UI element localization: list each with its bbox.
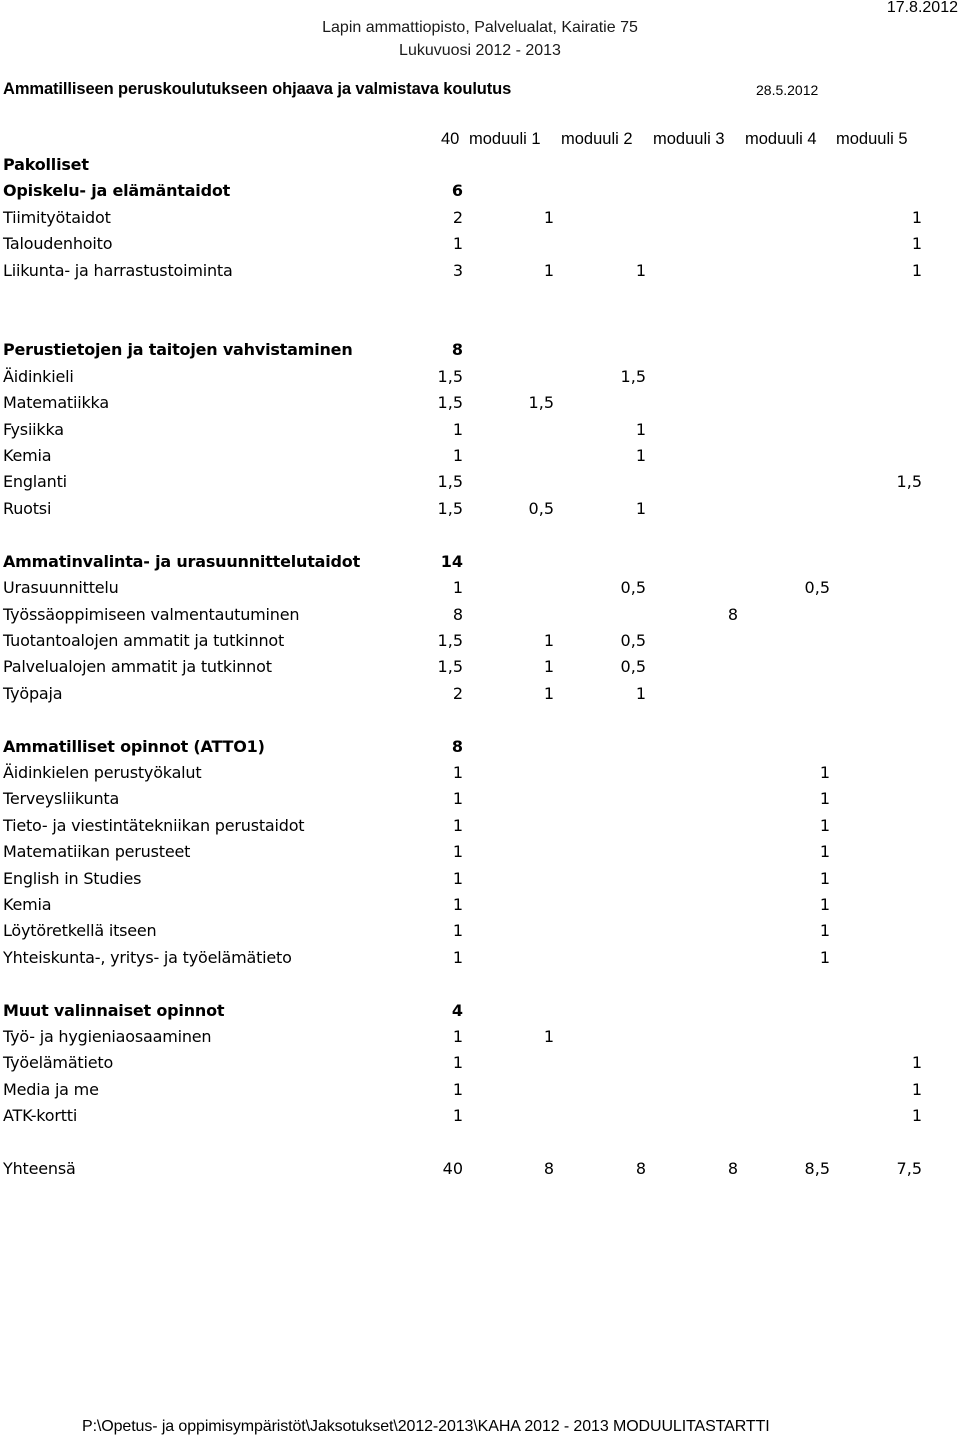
table-row	[0, 1103, 960, 1129]
table-row	[0, 918, 960, 944]
row-label: Taloudenhoito	[3, 234, 113, 253]
table-row	[0, 469, 960, 495]
print-date: 17.8.2012	[886, 0, 958, 16]
cell-total: 8	[452, 605, 463, 624]
cell-total: 1	[452, 1027, 463, 1046]
cell-moduuli-2: 1	[635, 684, 646, 703]
cell-moduuli-2: 0,5	[620, 657, 646, 676]
row-label: Tuotantoalojen ammatit ja tutkinnot	[3, 631, 285, 650]
row-label: Löytöretkellä itseen	[3, 921, 157, 940]
cell-moduuli-1: 1	[543, 684, 554, 703]
table-row	[0, 786, 960, 812]
row-label: Työ- ja hygieniaosaaminen	[3, 1027, 212, 1046]
row-label: Palvelualojen ammatit ja tutkinnot	[3, 657, 272, 676]
cell-moduuli-1: 1	[543, 657, 554, 676]
cell-moduuli-5: 7,5	[896, 1159, 922, 1178]
row-label: Äidinkielen perustyökalut	[3, 763, 202, 782]
cell-moduuli-4: 1	[819, 921, 830, 940]
cell-total: 1,5	[437, 499, 463, 518]
cell-total: 1	[452, 763, 463, 782]
cell-moduuli-5: 1	[911, 234, 922, 253]
table-row	[0, 390, 960, 416]
table-row	[0, 866, 960, 892]
row-label: Terveysliikunta	[3, 789, 120, 808]
column-header-moduuli-1: moduuli 1	[469, 130, 541, 148]
cell-total: 1,5	[437, 657, 463, 676]
cell-moduuli-5: 1	[911, 1053, 922, 1072]
cell-moduuli-2: 1	[635, 499, 646, 518]
cell-total: 1	[452, 1106, 463, 1125]
cell-total: 1,5	[437, 472, 463, 491]
cell-moduuli-4: 1	[819, 948, 830, 967]
cell-total: 1	[452, 816, 463, 835]
footer-file-path: P:\Opetus- ja oppimisympäristöt\Jaksotukset\2012-2013\KAHA 2012 - 2013 MODUULITASTARTTI	[82, 1418, 770, 1435]
table-row	[0, 575, 960, 601]
row-label: Muut valinnaiset opinnot	[3, 1001, 225, 1020]
cell-moduuli-5: 1,5	[896, 472, 922, 491]
cell-total: 1	[452, 446, 463, 465]
cell-total: 1	[452, 869, 463, 888]
table-row	[0, 760, 960, 786]
cell-moduuli-5: 1	[911, 261, 922, 280]
cell-moduuli-4: 1	[819, 842, 830, 861]
section-header-row	[0, 152, 960, 178]
table-row	[0, 417, 960, 443]
cell-total: 3	[452, 261, 463, 280]
column-header-total: 40	[441, 130, 460, 148]
cell-total: 1,5	[437, 631, 463, 650]
row-label: Liikunta- ja harrastustoiminta	[3, 261, 233, 280]
row-label: Työelämätieto	[3, 1053, 114, 1072]
table-row	[0, 654, 960, 680]
row-label: Työpaja	[3, 684, 63, 703]
cell-moduuli-5: 1	[911, 1080, 922, 1099]
institution-name: Lapin ammattiopisto, Palvelualat, Kairatie 75	[322, 19, 638, 36]
table-row	[0, 813, 960, 839]
column-header-moduuli-5: moduuli 5	[836, 130, 908, 148]
row-label: Urasuunnittelu	[3, 578, 119, 597]
section-header-row	[0, 549, 960, 575]
cell-total: 6	[451, 181, 463, 200]
cell-total: 1	[452, 1080, 463, 1099]
table-row	[0, 205, 960, 231]
document-title: Ammatilliseen peruskoulutukseen ohjaava ja valmistava koulutus	[3, 80, 512, 98]
row-label: Englanti	[3, 472, 67, 491]
section-header-row	[0, 998, 960, 1024]
cell-moduuli-1: 1,5	[528, 393, 554, 412]
cell-total: 4	[451, 1001, 463, 1020]
cell-total: 8	[451, 340, 463, 359]
row-label: Ammatinvalinta- ja urasuunnittelutaidot	[3, 552, 361, 571]
section-header-row	[0, 337, 960, 363]
column-header-moduuli-4: moduuli 4	[745, 130, 817, 148]
school-year: Lukuvuosi 2012 - 2013	[399, 42, 561, 59]
cell-moduuli-2: 0,5	[620, 631, 646, 650]
cell-moduuli-4: 1	[819, 895, 830, 914]
cell-total: 1	[452, 234, 463, 253]
table-row	[0, 258, 960, 284]
section-header-row	[0, 178, 960, 204]
cell-total: 1	[452, 578, 463, 597]
table-row	[0, 681, 960, 707]
cell-total: 2	[452, 684, 463, 703]
cell-total: 1	[452, 948, 463, 967]
row-label: Kemia	[3, 446, 52, 465]
cell-total: 1	[452, 895, 463, 914]
cell-total: 1	[452, 420, 463, 439]
table-row	[0, 1077, 960, 1103]
table-row	[0, 1050, 960, 1076]
row-label: Kemia	[3, 895, 52, 914]
row-label: Fysiikka	[3, 420, 64, 439]
cell-total: 1,5	[437, 367, 463, 386]
cell-moduuli-2: 0,5	[620, 578, 646, 597]
row-label: Matematiikka	[3, 393, 109, 412]
row-label: English in Studies	[3, 869, 142, 888]
row-label: ATK-kortti	[3, 1106, 78, 1125]
cell-moduuli-1: 1	[543, 208, 554, 227]
row-label: Opiskelu- ja elämäntaidot	[3, 181, 231, 200]
cell-moduuli-5: 1	[911, 208, 922, 227]
table-row	[0, 364, 960, 390]
row-label: Ammatilliset opinnot (ATTO1)	[3, 737, 265, 756]
cell-moduuli-4: 1	[819, 763, 830, 782]
cell-moduuli-1: 8	[543, 1159, 554, 1178]
cell-total: 1,5	[437, 393, 463, 412]
cell-total: 1	[452, 1053, 463, 1072]
section-header-row	[0, 734, 960, 760]
cell-moduuli-3: 8	[727, 605, 738, 624]
cell-total: 8	[451, 737, 463, 756]
table-row	[0, 231, 960, 257]
row-label: Yhteensä	[3, 1159, 76, 1178]
cell-total: 1	[452, 789, 463, 808]
table-row	[0, 892, 960, 918]
cell-moduuli-4: 1	[819, 816, 830, 835]
cell-total: 14	[440, 552, 463, 571]
row-label: Ruotsi	[3, 499, 52, 518]
cell-moduuli-1: 1	[543, 1027, 554, 1046]
row-label: Matematiikan perusteet	[3, 842, 191, 861]
table-row	[0, 602, 960, 628]
row-label: Yhteiskunta-, yritys- ja työelämätieto	[3, 948, 292, 967]
row-label: Työssäoppimiseen valmentautuminen	[3, 605, 300, 624]
cell-moduuli-2: 1	[635, 261, 646, 280]
cell-moduuli-1: 1	[543, 261, 554, 280]
cell-total: 1	[452, 921, 463, 940]
row-label: Tiimityötaidot	[3, 208, 111, 227]
table-row	[0, 1024, 960, 1050]
cell-moduuli-4: 8,5	[804, 1159, 830, 1178]
total-row	[0, 1156, 960, 1182]
row-label: Äidinkieli	[3, 367, 74, 386]
row-label: Pakolliset	[3, 155, 89, 174]
cell-moduuli-1: 1	[543, 631, 554, 650]
cell-moduuli-1: 0,5	[528, 499, 554, 518]
cell-moduuli-2: 8	[635, 1159, 646, 1178]
table-row	[0, 443, 960, 469]
cell-moduuli-2: 1	[635, 420, 646, 439]
cell-moduuli-2: 1,5	[620, 367, 646, 386]
cell-moduuli-4: 1	[819, 869, 830, 888]
row-label: Tieto- ja viestintätekniikan perustaidot	[3, 816, 305, 835]
cell-moduuli-3: 8	[727, 1159, 738, 1178]
row-label: Perustietojen ja taitojen vahvistaminen	[3, 340, 353, 359]
table-row	[0, 628, 960, 654]
cell-total: 40	[442, 1159, 463, 1178]
cell-moduuli-5: 1	[911, 1106, 922, 1125]
document-date: 28.5.2012	[756, 82, 819, 98]
cell-total: 2	[452, 208, 463, 227]
row-label: Media ja me	[3, 1080, 99, 1099]
cell-moduuli-4: 1	[819, 789, 830, 808]
cell-moduuli-2: 1	[635, 446, 646, 465]
table-row	[0, 496, 960, 522]
cell-moduuli-4: 0,5	[804, 578, 830, 597]
column-header-moduuli-3: moduuli 3	[653, 130, 725, 148]
table-row	[0, 945, 960, 971]
table-row	[0, 839, 960, 865]
column-header-moduuli-2: moduuli 2	[561, 130, 633, 148]
cell-total: 1	[452, 842, 463, 861]
